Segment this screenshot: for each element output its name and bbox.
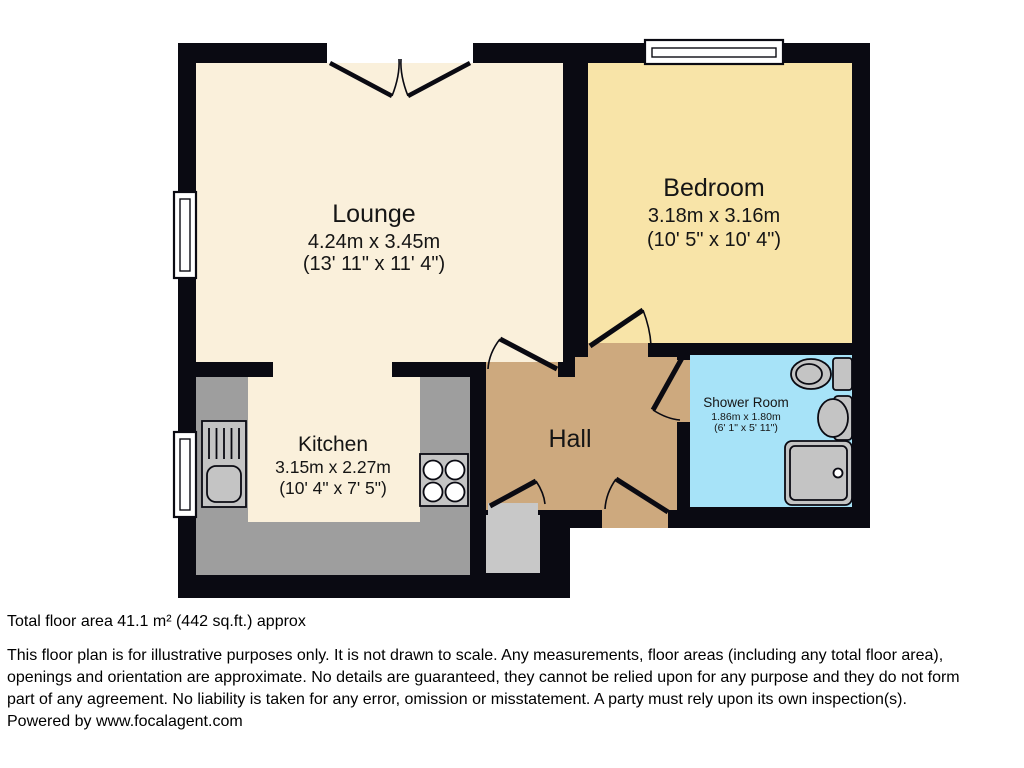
shower-dims-metric: 1.86m x 1.80m: [711, 411, 781, 423]
bedroom-label: Bedroom: [663, 174, 765, 202]
lounge-label: Lounge: [332, 200, 416, 228]
disclaimer-line: This floor plan is for illustrative purposes only. It is not drawn to scale. Any measurements, floor areas (including any total floor area),: [7, 647, 944, 664]
lounge-dims-imperial: (13' 11" x 11' 4"): [302, 253, 446, 275]
opening-bedroom-hall: [588, 343, 648, 357]
room-bedroom: [588, 63, 852, 343]
hall-label: Hall: [548, 425, 592, 453]
footer: [7, 611, 1017, 733]
opening-french-doors: [327, 41, 473, 63]
shower-tray-icon: [785, 441, 852, 505]
total-floor-area: Total floor area 41.1 m² (442 sq.ft.) approx: [7, 613, 306, 630]
powered-by: Powered by www.focalagent.com: [7, 713, 243, 730]
disclaimer: [7, 645, 1017, 711]
kitchen-dims-metric: 3.15m x 2.27m: [275, 457, 391, 477]
disclaimer-line: openings and orientation are approximate. No details are guaranteed, they cannot be relied upon for any purpose and they do not form: [7, 669, 960, 686]
opening-lounge-kitchen: [273, 362, 392, 377]
window-icon: [645, 40, 783, 64]
kitchen-sink-icon: [202, 421, 246, 507]
basin-icon: [818, 396, 852, 440]
room-cupboard: [486, 515, 540, 573]
shower-label: Shower Room: [703, 395, 789, 410]
bedroom-dims-imperial: (10' 5" x 10' 4"): [646, 229, 782, 251]
toilet-icon: [791, 358, 852, 390]
window-icon: [174, 192, 196, 278]
kitchen-dims-imperial: (10' 4" x 7' 5"): [279, 478, 387, 498]
shower-dims-imperial: (6' 1" x 5' 11"): [714, 422, 778, 434]
lounge-dims-metric: 4.24m x 3.45m: [307, 231, 441, 253]
opening-shower-hall: [677, 360, 690, 422]
window-icon: [174, 432, 196, 517]
bedroom-dims-metric: 3.18m x 3.16m: [647, 205, 781, 227]
disclaimer-line: part of any agreement. No liability is taken for any error, omission or misstatement. A party must rely upon its own inspection(s).: [7, 691, 907, 708]
hob-icon: [420, 454, 468, 506]
kitchen-label: Kitchen: [297, 433, 369, 456]
